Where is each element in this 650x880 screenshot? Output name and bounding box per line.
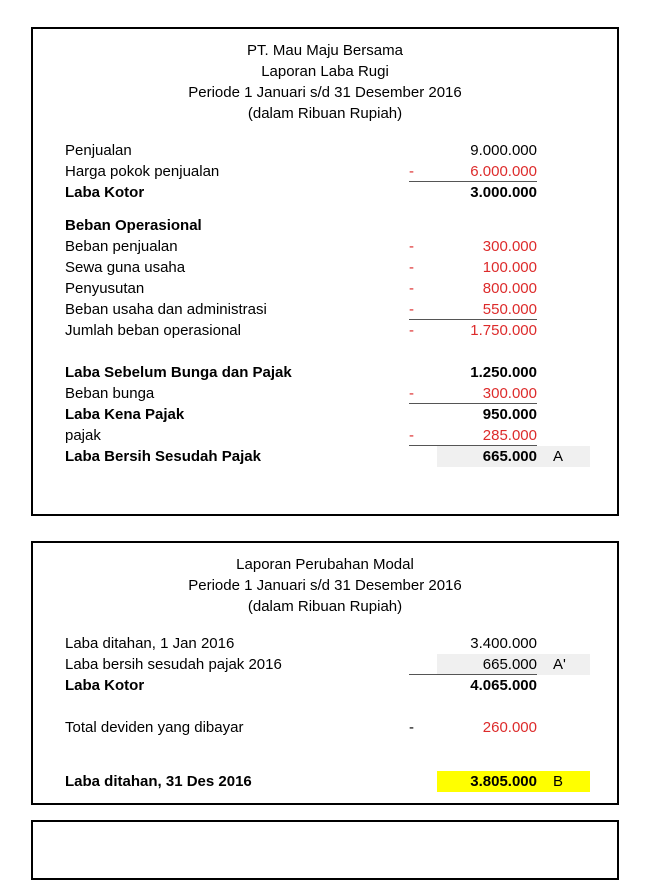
row-marker: A'	[553, 656, 566, 673]
row-label: Laba ditahan, 1 Jan 2016	[65, 635, 235, 652]
row-label: Beban usaha dan administrasi	[65, 301, 267, 318]
table-row	[33, 425, 617, 446]
table-row	[33, 633, 617, 654]
row-label: Laba Bersih Sesudah Pajak	[65, 448, 261, 465]
equity-statement-box	[31, 541, 619, 805]
row-label: Laba bersih sesudah pajak 2016	[65, 656, 282, 673]
row-amount: 9.000.000	[470, 142, 537, 159]
table-row	[33, 299, 617, 320]
row-label: Laba Kotor	[65, 184, 145, 201]
table-row	[33, 404, 617, 425]
table-row	[33, 362, 617, 383]
report-period: Periode 1 Januari s/d 31 Desember 2016	[188, 577, 462, 594]
table-row	[33, 215, 617, 236]
row-label: Laba Sebelum Bunga dan Pajak	[65, 364, 292, 381]
row-sign: -	[409, 280, 414, 297]
row-amount: 300.000	[482, 385, 537, 402]
row-amount: 1.750.000	[470, 322, 537, 339]
table-row	[33, 717, 617, 738]
row-spacer	[33, 738, 617, 759]
table-row	[33, 236, 617, 257]
row-spacer	[33, 759, 617, 771]
row-label: Beban Operasional	[65, 217, 202, 234]
table-row	[33, 257, 617, 278]
row-amount: 665.000	[482, 448, 537, 465]
row-label: Harga pokok penjualan	[65, 163, 220, 180]
row-sign: -	[409, 322, 414, 339]
row-amount: 260.000	[482, 719, 537, 736]
row-amount: 100.000	[482, 259, 537, 276]
row-sign: -	[409, 163, 414, 180]
row-amount: 550.000	[482, 301, 537, 318]
row-amount: 800.000	[482, 280, 537, 297]
row-sign: -	[409, 427, 414, 444]
row-label: Beban bunga	[65, 385, 155, 402]
row-sign: -	[409, 259, 414, 276]
row-amount: 300.000	[482, 238, 537, 255]
row-amount: 4.065.000	[470, 677, 537, 694]
row-label: Penjualan	[65, 142, 132, 159]
table-row-retained-earnings	[33, 771, 617, 792]
report-units: (dalam Ribuan Rupiah)	[247, 598, 403, 615]
row-sign: -	[409, 719, 414, 736]
row-label: Laba Kotor	[65, 677, 145, 694]
table-row	[33, 182, 617, 203]
report-units: (dalam Ribuan Rupiah)	[247, 105, 403, 122]
equity-statement-rows	[33, 617, 617, 792]
table-row	[33, 278, 617, 299]
row-sign: -	[409, 301, 414, 318]
row-label: Laba Kena Pajak	[65, 406, 185, 423]
row-spacer	[33, 203, 617, 215]
row-amount: 950.000	[482, 406, 537, 423]
table-row	[33, 320, 617, 341]
row-amount: 285.000	[482, 427, 537, 444]
row-label: Penyusutan	[65, 280, 145, 297]
equity-statement-header	[33, 543, 617, 617]
row-label: Laba ditahan, 31 Des 2016	[65, 773, 252, 790]
third-statement-box	[31, 820, 619, 880]
company-name: PT. Mau Maju Bersama	[247, 42, 403, 59]
row-spacer	[33, 696, 617, 717]
row-marker: B	[553, 773, 564, 790]
income-statement-box	[31, 27, 619, 516]
row-spacer	[33, 341, 617, 362]
income-statement-header	[33, 29, 617, 124]
row-label: Beban penjualan	[65, 238, 178, 255]
row-amount: 3.400.000	[470, 635, 537, 652]
table-row	[33, 675, 617, 696]
report-title: Laporan Perubahan Modal	[236, 556, 414, 573]
row-label: pajak	[65, 427, 101, 444]
table-row	[33, 161, 617, 182]
row-amount: 6.000.000	[470, 163, 537, 180]
row-label: Sewa guna usaha	[65, 259, 186, 276]
table-row-net-income-ref	[33, 654, 617, 675]
row-amount: 3.000.000	[470, 184, 537, 201]
table-row	[33, 383, 617, 404]
row-amount: 1.250.000	[470, 364, 537, 381]
row-amount: 665.000	[482, 656, 537, 673]
row-label: Jumlah beban operasional	[65, 322, 241, 339]
table-row-net-income	[33, 446, 617, 467]
row-sign: -	[409, 385, 414, 402]
table-row	[33, 140, 617, 161]
row-amount: 3.805.000	[470, 773, 537, 790]
row-marker: A	[553, 448, 564, 465]
row-label: Total deviden yang dibayar	[65, 719, 244, 736]
income-statement-rows	[33, 124, 617, 467]
row-sign: -	[409, 238, 414, 255]
report-period: Periode 1 Januari s/d 31 Desember 2016	[188, 84, 462, 101]
report-title: Laporan Laba Rugi	[261, 63, 389, 80]
